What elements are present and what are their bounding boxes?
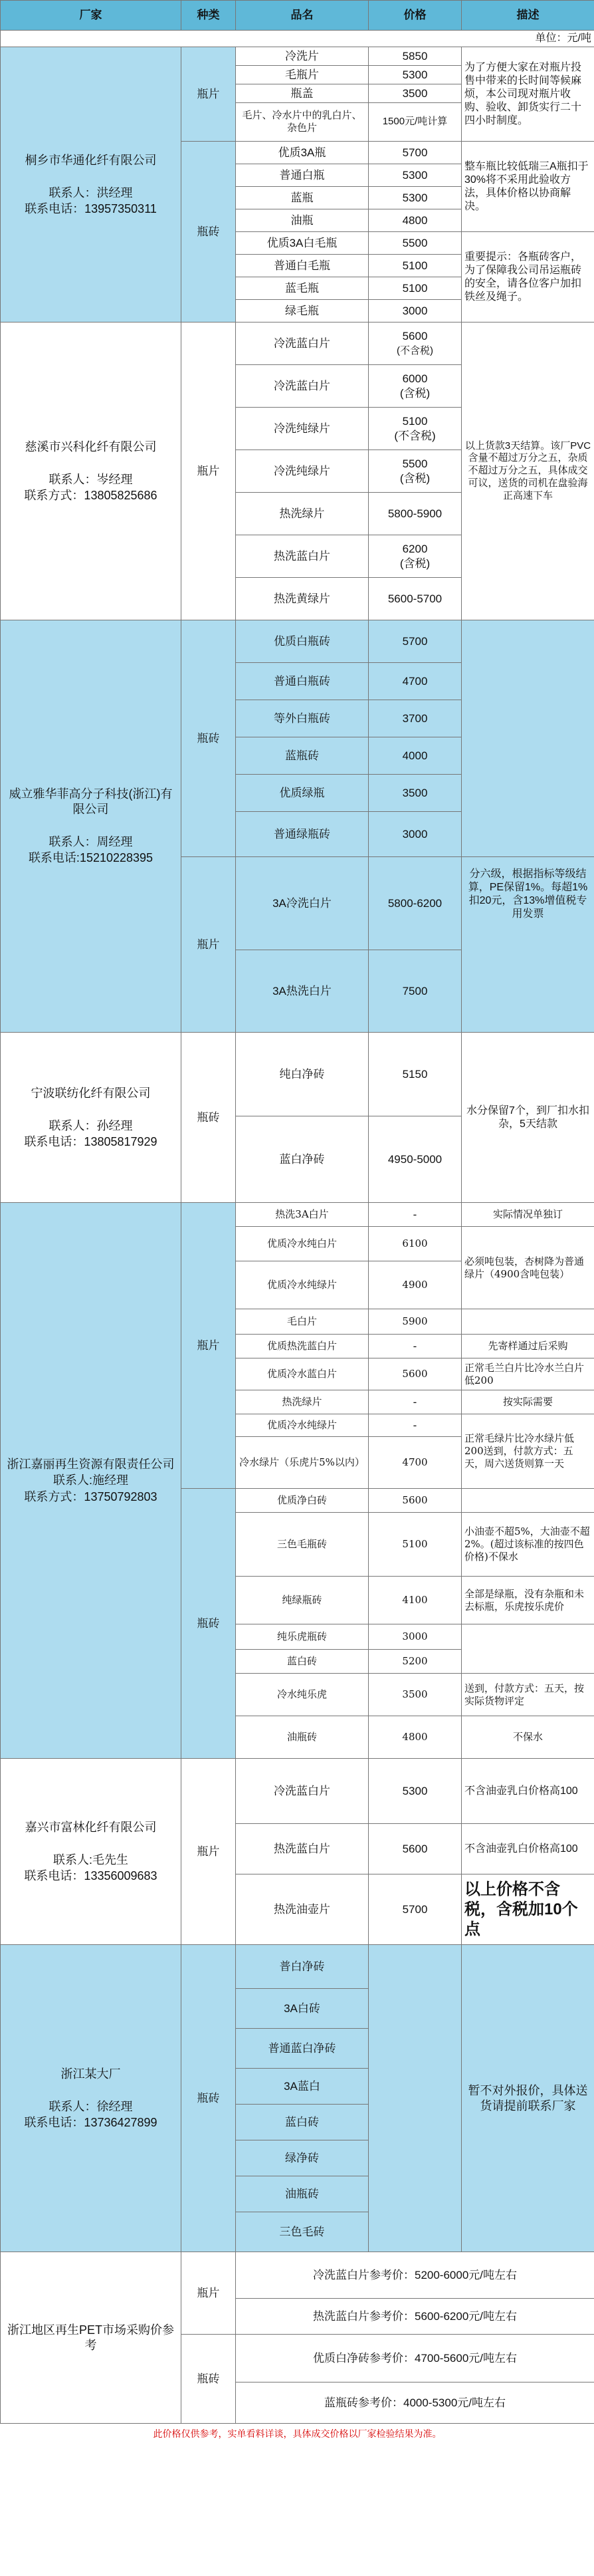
description: 小油壶不超5%，大油壶不超2%。(超过该标准的按四色价格)不保水 [462,1513,594,1577]
product-name: 普通白毛瓶 [236,255,369,277]
product-name: 优质冷水纯绿片 [236,1261,369,1309]
description: 必须吨包装，杏树降为普通绿片（4900含吨包装） [462,1227,594,1309]
type-bottle-brick: 瓶砖 [181,1033,236,1203]
description: 为了方便大家在对瓶片投售中带来的长时间等候麻烦，本公司现对瓶片收购、验收、卸货实行二十四小时制度。 [462,47,594,142]
company-7 [1,1945,181,2252]
description: 不含油壶乳白价格高100 [462,1759,594,1824]
product-name: 热洗黄绿片 [236,578,369,620]
company-2 [1,322,181,620]
tax-note: (含税) [399,386,431,400]
product-price: - [369,1390,462,1414]
product-price: 5600 [369,1358,462,1390]
header-desc: 描述 [462,1,594,31]
product-price: 3000 [369,1624,462,1650]
header-product: 品名 [236,1,369,31]
product-price: - [369,1203,462,1227]
company-name: 桐乡市华通化纤有限公司 [25,153,157,167]
company-4 [1,1033,181,1203]
product-name: 绿毛瓶 [236,300,369,322]
company-contact: 联系人：孙经理 [49,1118,133,1132]
company-name: 浙江嘉丽再生资源有限责任公司 [7,1457,175,1471]
description: 不保水 [462,1716,594,1759]
product-name: 冷洗纯绿片 [236,408,369,450]
company-phone: 联系电话：13356009683 [24,1869,157,1882]
product-price: 3500 [369,775,462,812]
product-price: 5800-6200 [369,857,462,950]
company-contact: 联系人:毛先生 [52,1853,128,1867]
product-name: 纯乐虎瓶砖 [236,1624,369,1650]
product-name: 普通白瓶砖 [236,663,369,700]
product-price: 7500 [369,950,462,1033]
product-name: 优质冷水纯绿片 [236,1414,369,1437]
company-phone: 联系方式：13805825686 [24,489,157,502]
product-price: 4900 [369,1261,462,1309]
reference-price: 蓝瓶砖参考价：4000-5300元/吨左右 [236,2383,594,2424]
product-price: 5600-5700 [369,578,462,620]
company-contact: 联系人:施经理 [52,1474,128,1487]
product-name: 优质3A瓶 [236,142,369,164]
product-price: 5150 [369,1033,462,1116]
product-name: 蓝瓶砖 [236,737,369,775]
company-name: 威立雅华菲高分子科技(浙江)有限公司 [9,787,173,816]
reference-price: 热洗蓝白片参考价：5600-6200元/吨左右 [236,2299,594,2335]
type-bottle-flake: 瓶片 [181,1759,236,1945]
product-price: 5300 [369,164,462,187]
product-name: 普通白瓶 [236,164,369,187]
product-name: 油瓶 [236,209,369,232]
product-price: 5700 [369,1874,462,1945]
company-name: 浙江某大厂 [60,2067,121,2081]
product-name: 蓝白砖 [236,1650,369,1674]
company-name: 嘉兴市富林化纤有限公司 [25,1820,157,1834]
product-name: 普通蓝白净砖 [236,2029,369,2069]
description: 实际情况单独订 [462,1203,594,1227]
company-contact: 联系人：岑经理 [49,472,133,486]
company-5 [1,1203,181,1759]
product-name: 冷水绿片（乐虎片5%以内） [236,1437,369,1489]
product-price: 4700 [369,663,462,700]
product-name: 蓝毛瓶 [236,277,369,300]
product-price: - [369,1414,462,1437]
product-price: 4100 [369,1577,462,1624]
product-name: 优质热洗蓝白片 [236,1335,369,1358]
footer-note: 此价格仅供参考，实单看料详谈，具体成交价格以厂家检验结果为准。 [1,2424,594,2446]
product-name: 优质冷水纯白片 [236,1227,369,1261]
product-name: 油瓶砖 [236,1716,369,1759]
product-name: 纯绿瓶砖 [236,1577,369,1624]
description: 水分保留7个，到厂扣水扣杂，5天结款 [462,1033,594,1203]
company-1 [1,47,181,322]
product-price: 5300 [369,66,462,84]
description: 先寄样通过后采购 [462,1335,594,1358]
product-price: 5500 [369,232,462,255]
header-type: 种类 [181,1,236,31]
product-price: 6200 [402,543,428,556]
description-empty [462,1309,594,1335]
product-name: 优质白瓶砖 [236,620,369,663]
product-price: 4700 [369,1437,462,1489]
type-bottle-flake: 瓶片 [181,47,236,142]
product-price: 5700 [369,620,462,663]
unit-label: 单位：元/吨 [1,31,594,47]
product-name: 油瓶砖 [236,2176,369,2212]
type-bottle-flake: 瓶片 [181,2252,236,2335]
product-price: 3700 [369,700,462,737]
type-bottle-flake: 瓶片 [181,857,236,1033]
product-name: 蓝瓶 [236,187,369,209]
product-name: 毛白片 [236,1309,369,1335]
product-name: 绿净砖 [236,2140,369,2176]
product-name: 冷洗蓝白片 [236,1759,369,1824]
product-name: 热洗蓝白片 [236,1824,369,1874]
tax-note: (不含税) [394,429,436,442]
tax-note: (含税) [399,471,431,485]
product-price: 3500 [369,1674,462,1716]
product-price: 4950-5000 [369,1116,462,1203]
description: 正常毛兰白片比冷水兰白片低200 [462,1358,594,1390]
product-name: 毛片、冷水片中的乳白片、杂色片 [236,103,369,142]
product-name: 3A蓝白 [236,2069,369,2105]
product-price: 3500 [369,84,462,103]
product-name: 普白净砖 [236,1945,369,1989]
description-empty [462,620,594,857]
product-price: 5100 [369,1513,462,1577]
product-price: 3000 [369,300,462,322]
product-price: 6000 [402,372,428,386]
product-price: 5300 [369,187,462,209]
company-phone: 联系电话：13805817929 [24,1135,157,1148]
description-empty [462,1489,594,1513]
product-name: 等外白瓶砖 [236,700,369,737]
product-price: 5500 [402,457,428,471]
product-name: 热洗绿片 [236,1390,369,1414]
product-price: 5700 [369,142,462,164]
product-name: 蓝白净砖 [236,1116,369,1203]
type-bottle-brick: 瓶砖 [181,620,236,857]
product-price: 4800 [369,1716,462,1759]
type-bottle-brick: 瓶砖 [181,1489,236,1759]
company-3 [1,620,181,1033]
product-price: 1500元/吨计算 [369,103,462,142]
product-price: 5600 [369,1824,462,1874]
company-phone: 联系方式：13750792803 [24,1489,157,1503]
product-name: 冷洗蓝白片 [236,322,369,365]
product-price: 5300 [369,1759,462,1824]
product-name: 纯白净砖 [236,1033,369,1116]
product-name: 冷洗片 [236,47,369,66]
reference-price: 优质白净砖参考价：4700-5600元/吨左右 [236,2335,594,2383]
product-price: 4000 [369,737,462,775]
description: 重要提示：各瓶砖客户，为了保障我公司吊运瓶砖的安全，请各位客户加扣铁丝及绳子。 [462,232,594,322]
company-phone: 联系电话:15210228395 [28,851,153,865]
product-price: 5600 [369,1489,462,1513]
product-name: 冷洗蓝白片 [236,365,369,408]
product-name: 三色毛砖 [236,2212,369,2252]
company-contact: 联系人：徐经理 [49,2099,133,2113]
product-name: 优质绿瓶 [236,775,369,812]
product-name: 优质冷水蓝白片 [236,1358,369,1390]
description: 整车瓶比较低瑞三A瓶扣于30%将不采用此验收方法，具体价格以协商解决。 [462,142,594,232]
product-name: 热洗绿片 [236,493,369,535]
header-row [1,1,594,31]
product-name: 热洗蓝白片 [236,535,369,578]
product-name: 蓝白砖 [236,2105,369,2140]
product-price: 4800 [369,209,462,232]
product-price: 5900 [369,1309,462,1335]
product-price: 5800-5900 [369,493,462,535]
product-price: 5600 [402,330,428,342]
product-name: 毛瓶片 [236,66,369,84]
product-price: 6100 [369,1227,462,1261]
type-bottle-flake: 瓶片 [181,1203,236,1489]
product-name: 冷水纯乐虎 [236,1674,369,1716]
product-name: 普通绿瓶砖 [236,812,369,857]
header-price: 价格 [369,1,462,31]
description: 全部是绿瓶，没有杂瓶和未去标瓶，乐虎按乐虎价 [462,1577,594,1624]
type-bottle-brick: 瓶砖 [181,1945,236,2252]
company-name: 宁波联纺化纤有限公司 [31,1086,151,1100]
product-price: 5100 [402,415,428,428]
company-contact: 联系人：周经理 [49,835,133,848]
product-price: 5100 [369,255,462,277]
product-price: 5850 [369,47,462,66]
description: 以上货款3天结算。该厂PVC含量不超过万分之五，杂质不超过万分之五，具体成交可议，送货的司机在盘验海正高速下车 [462,322,594,620]
type-bottle-brick: 瓶砖 [181,142,236,322]
company-name: 慈溪市兴科化纤有限公司 [25,440,157,453]
description: 分六级，根据指标等级结算，PE保留1%。每超1%扣20元，含13%增值税专用发票 [462,857,594,1033]
company-phone: 联系电话：13957350311 [25,202,157,215]
product-name: 三色毛瓶砖 [236,1513,369,1577]
product-name: 热洗3A白片 [236,1203,369,1227]
company-contact: 联系人：洪经理 [49,186,133,199]
tax-note: (含税) [399,557,431,570]
description: 不含油壶乳白价格高100 [462,1824,594,1874]
company-phone: 联系电话：13736427899 [24,2116,157,2129]
product-name: 3A热洗白片 [236,950,369,1033]
type-bottle-flake: 瓶片 [181,322,236,620]
tax-note: (不含税) [397,345,433,357]
product-name: 冷洗纯绿片 [236,450,369,493]
product-price: 5100 [369,277,462,300]
product-name: 3A冷洗白片 [236,857,369,950]
description-empty [462,1624,594,1674]
description: 以上价格不含税，含税加10个点 [462,1874,594,1945]
product-name: 瓶盖 [236,84,369,103]
price-empty [369,1945,462,2252]
market-reference: 浙江地区再生PET市场采购价参考 [1,2252,181,2424]
description: 正常毛绿片比冷水绿片低200送到，付款方式：五天，周六送货则算一天 [462,1414,594,1489]
product-price: 3000 [369,812,462,857]
product-name: 优质净白砖 [236,1489,369,1513]
reference-price: 冷洗蓝白片参考价：5200-6000元/吨左右 [236,2252,594,2299]
product-name: 3A白砖 [236,1989,369,2029]
type-bottle-brick: 瓶砖 [181,2335,236,2424]
description: 送到，付款方式：五天，按实际货物评定 [462,1674,594,1716]
header-company: 厂家 [1,1,181,31]
description: 按实际需要 [462,1390,594,1414]
product-price: - [369,1335,462,1358]
product-price: 5200 [369,1650,462,1674]
description: 暂不对外报价，具体送货请提前联系厂家 [462,1945,594,2252]
product-name: 优质3A白毛瓶 [236,232,369,255]
product-name: 热洗油壶片 [236,1874,369,1945]
company-6 [1,1759,181,1945]
